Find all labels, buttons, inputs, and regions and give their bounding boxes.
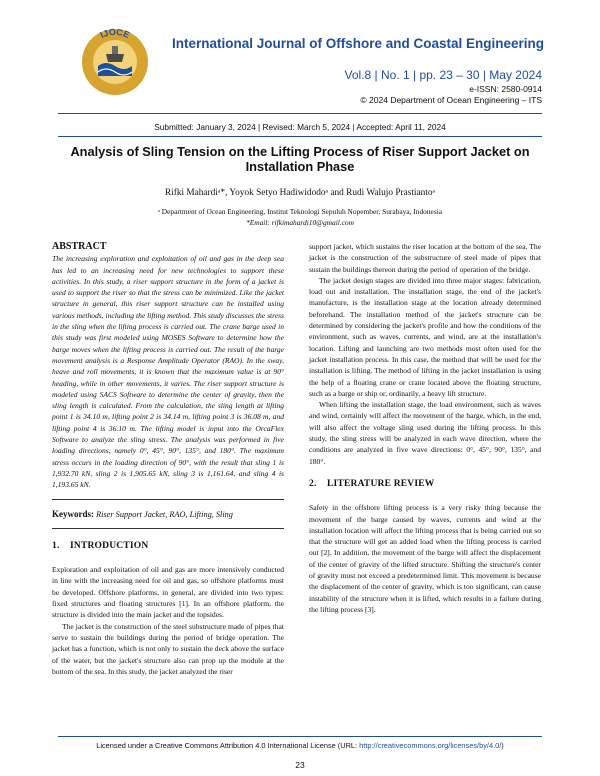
keywords-rule-bottom (52, 528, 284, 529)
section-number: 1. (52, 540, 60, 551)
journal-logo (78, 20, 152, 98)
footer-rule (58, 736, 542, 737)
copyright-line: © 2024 Department of Ocean Engineering – ITS (360, 95, 542, 105)
body-paragraph: support jacket, which sustains the riser location at the bottom of the sea. The jacket is the construction of the substructure of steel made of pipes that sustain the buildings thereon during the period of operation of the bridge. (309, 242, 541, 274)
license-line (58, 741, 542, 750)
left-column (52, 241, 284, 677)
journal-title: International Journal of Offshore and Coastal Engineering (172, 36, 545, 51)
submission-dates: Submitted: January 3, 2024 | Revised: March 5, 2024 | Accepted: April 11, 2024 (154, 122, 446, 132)
keywords-rule (52, 499, 284, 500)
eissn: e-ISSN: 2580-0914 (469, 84, 542, 94)
intro-paragraph: Exploration and exploitation of oil and gas are more intensively conducted in line with the increasing need for oil and gas, so offshore platforms must be developed. Offshore platforms, in general, are divided into two types: fixed structures and floating structures [1]. In an offshore platform, the structure is divided into the main jacket and the topsides. (52, 565, 284, 620)
section-heading-introduction (52, 541, 284, 552)
literature-paragraph: Safety in the offshore lifting process is a very risky thing because the movement of the barge caused by waves, currents and wind at the installation location will affect the lifting process that is being carried out so that the structure will get an added load when the lifting process is carried out [2]. In addition, the movement of the barge will affect the displacement of the center of gravity of the lifted structure. Shifting the structure's center of gravity must not exceed a predetermined limit. This movement is because the displacement of the center of gravity, which is too significant, can cause instability of the structure when it is lifted, which results in a failure during the lifting process [3]. (309, 503, 541, 614)
keywords (52, 509, 284, 520)
logo-text: IJOCE (98, 26, 132, 41)
section-title: INTRODUCTION (70, 540, 149, 551)
page-number: 23 (295, 760, 305, 770)
section-heading-literature-review (309, 479, 541, 490)
intro-paragraph: The jacket is the construction of the steel substructure made of pipes that serve to sustain the buildings during the period of bridge operation. The jacket has a function, which is not only to sustain the deck above the surface of the water, but the jacket's structure also can prop up the module at the bottom of the sea. In this study, the jacket analyzed the riser (52, 621, 284, 676)
right-column (309, 241, 541, 615)
keywords-list: Riser Support Jacket, RAO, Lifting, Sling (96, 509, 233, 519)
header-rule (58, 113, 542, 114)
body-paragraph: When lifting the installation stage, the load environment, such as waves and wind, certainly will affect the movement of the barge, which, in the end, will also affect the voltage sling used during the lifting process. In this study, the sling stress will be analyzed in each wave direction, where the conditions are analyzed in five wave directions: 0°, 45°, 90°, 135°, and 180°. (309, 400, 541, 466)
abstract-heading: ABSTRACT (52, 241, 107, 252)
paper-title: Analysis of Sling Tension on the Lifting Process of Riser Support Jacket on Installation Phase (70, 144, 530, 174)
corresponding-email[interactable]: *Email: rifkimahardi10@gmail.com (246, 218, 354, 227)
body-paragraph: The jacket design stages are divided into three major stages: fabrication, load out and installation. The installation stage, the end of the jacket's manufacture, is the installation stage at the location already determined beforehand. The installation method of the jacket's structure can be determined by considering the jacket's profile and how the conditions of the environment, such as waves, currents, and wind, are at the installation's location. Lifting and launching are two methods most often used for the jacket installation process. In this case, the method that will be used for the installation is lifting. The method of lifting in the jacket installation is using the help of a floating crane or crane located above the floating structure, such as a barge or ship or, ordinarily, a heavy lift structure. (309, 275, 541, 398)
keywords-label: Keywords: (52, 508, 94, 519)
section-number: 2. (309, 478, 317, 489)
section-title: LITERATURE REVIEW (327, 478, 435, 489)
abstract-text: The increasing exploration and exploitation of oil and gas in the deep sea has led to an increasing need for new technologies to support these activities. In this study, a riser support structure in the form of a jacket is used to support the riser so that the stress can be minimized. Like the jacket structure in general, this riser support structure can be installed using various methods, including the lifting method. This study discusses the stress in the sling when the lifting process is carried out. The crane barge used in this study was first modeled using MOSES Software to determine how the barge moves when the lifting process is carried out. The result of the barge movement analysis is a Response Amplitude Operator (RAO). In the sway, heave and roll movements, it is known that the maximum value is at 90° heading, while in other movements, it varies. The riser support structure is modeled using SACS Software to determine the center of gravity, then the sling length is calculated. From the calculation, the sling length at lifting point 1 is 34.10 m, lifting point 2 is 34.14 m, lifting point 3 is 36.08 m, and lifting point 4 is 36.10 m. The lifting model is input into the OrcaFlex Software to analyze the sling stress. The analysis was performed in five loading directions, namely 0°, 45°, 90°, 135°, and 180°. The maximum stress occurs in the loading direction of 90°, with the result that sling 1 is 1,932.70 kN, sling 2 is 1,905.65 kN, sling 3 is 1,161.64, and sling 4 is 1,193.65 kN. (52, 254, 284, 490)
license-prefix: Licensed under a Creative Commons Attribution 4.0 International License (URL: (96, 741, 360, 750)
issue-line: Vol.8 | No. 1 | pp. 23 – 30 | May 2024 (344, 68, 542, 82)
affiliation: ᵃ Department of Ocean Engineering, Institut Teknologi Sepuluh Nopember, Surabaya, Indonesia (157, 207, 443, 216)
license-link[interactable]: http://creativecommons.org/licenses/by/4.0/ (359, 741, 502, 750)
license-suffix: ) (501, 741, 504, 750)
dates-rule (58, 136, 542, 137)
authors: Rifki Mahardiᵃ*, Yoyok Setyo Hadiwidodoᵃ and Rudi Walujo Prastiantoᵃ (164, 188, 436, 198)
